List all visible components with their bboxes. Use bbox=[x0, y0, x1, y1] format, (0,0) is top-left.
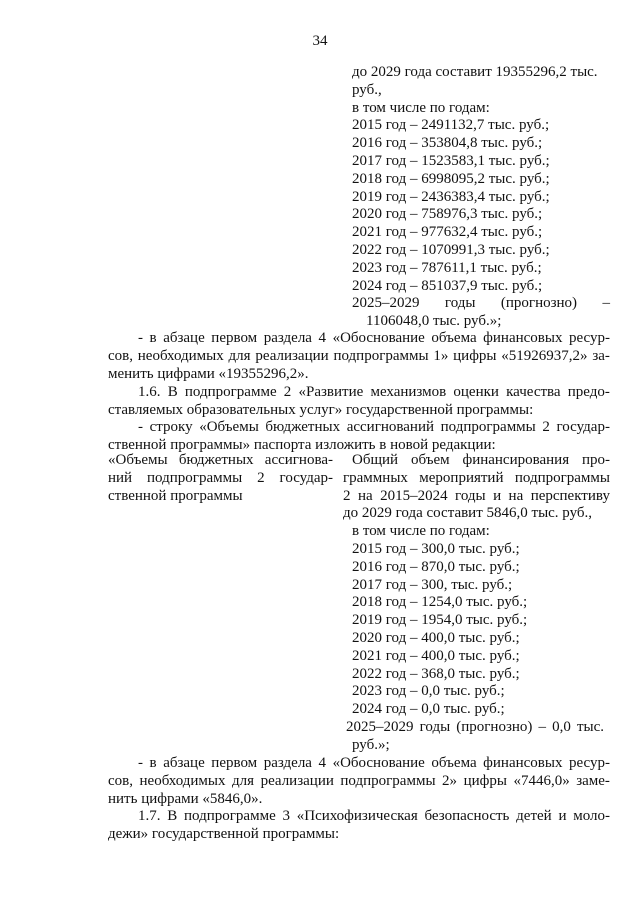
word: - bbox=[138, 755, 143, 771]
word: подпрограмме bbox=[184, 384, 277, 400]
year-amount-line: 2023 год – 787611,1 тыс. руб.; bbox=[352, 259, 542, 276]
word: реализации bbox=[260, 772, 334, 789]
word: детей bbox=[516, 808, 552, 824]
paragraph-line bbox=[108, 384, 610, 402]
word: 2025–2029 bbox=[346, 718, 414, 735]
label-line bbox=[108, 452, 333, 470]
word: реализации bbox=[255, 347, 329, 364]
word: бюджетных bbox=[265, 419, 341, 435]
word: годы bbox=[419, 718, 451, 735]
paragraph-line bbox=[108, 330, 610, 348]
word: - bbox=[138, 419, 143, 435]
word: для bbox=[232, 772, 255, 789]
word: объема bbox=[431, 330, 477, 346]
word: 3 bbox=[282, 808, 290, 824]
word: «Объемы bbox=[199, 419, 259, 435]
forecast-line bbox=[346, 719, 604, 737]
word: ресур- bbox=[569, 755, 610, 771]
by-years-label: в том числе по годам: bbox=[352, 523, 490, 540]
year-amount-line: 2017 год – 300, тыс. руб.; bbox=[352, 576, 513, 593]
word: В bbox=[167, 808, 178, 824]
word: 1.6. bbox=[138, 384, 161, 400]
word: перспективу bbox=[530, 487, 610, 504]
word: «51926937,2» bbox=[501, 347, 588, 364]
word: государ- bbox=[279, 469, 333, 486]
word: государ- bbox=[556, 419, 610, 435]
word: заме- bbox=[576, 772, 610, 789]
word: «Обоснование bbox=[332, 755, 425, 771]
paragraph-passport-edit bbox=[108, 419, 610, 455]
word: годы bbox=[455, 487, 486, 504]
year-amount-line: 2022 год – 1070991,3 тыс. руб.; bbox=[352, 241, 550, 258]
word: - bbox=[138, 330, 143, 346]
word: тыс. bbox=[576, 718, 604, 735]
year-amount-line: 2016 год – 353804,8 тыс. руб.; bbox=[352, 135, 543, 152]
value-line bbox=[343, 452, 610, 470]
financing-block-1 bbox=[352, 64, 610, 331]
year-amount-line: 2024 год – 851037,9 тыс. руб.; bbox=[352, 277, 543, 294]
year-amount-line: 2019 год – 2436383,4 тыс. руб.; bbox=[352, 188, 550, 205]
paragraph-amend-section4-sub1 bbox=[108, 330, 610, 383]
word: мероприятий bbox=[419, 469, 504, 486]
passport-row-label bbox=[108, 452, 333, 505]
word: первом bbox=[211, 330, 258, 346]
word: строку bbox=[149, 419, 193, 435]
paragraph-line bbox=[108, 348, 610, 366]
word: «Объемы bbox=[108, 452, 168, 468]
year-amount-line: 2016 год – 870,0 тыс. руб.; bbox=[352, 558, 520, 575]
word: подпрограммы bbox=[147, 469, 243, 486]
value-line bbox=[343, 470, 610, 488]
word: 2 bbox=[283, 384, 292, 400]
word: – bbox=[538, 718, 546, 735]
word: предо- bbox=[567, 384, 610, 400]
word: для bbox=[228, 347, 251, 364]
word: подпрограммы bbox=[514, 469, 610, 486]
word: абзаце bbox=[163, 755, 205, 771]
word: 2015–2024 bbox=[380, 487, 448, 504]
word: 2 bbox=[257, 469, 265, 486]
word: граммных bbox=[343, 469, 408, 486]
word: объем bbox=[410, 452, 450, 468]
label-line bbox=[108, 470, 333, 488]
paragraph-line bbox=[108, 773, 610, 791]
year-amount-line: 2021 год – 977632,4 тыс. руб.; bbox=[352, 224, 543, 241]
word: «Развитие bbox=[298, 384, 364, 400]
word: механизмов bbox=[370, 384, 447, 400]
year-list bbox=[352, 541, 610, 719]
paragraph-line: нить цифрами «5846,0». bbox=[108, 790, 263, 807]
year-amount-line: 2022 год – 368,0 тыс. руб.; bbox=[352, 665, 520, 682]
paragraph-line bbox=[108, 808, 610, 826]
word: и bbox=[493, 487, 502, 504]
year-list bbox=[352, 117, 610, 295]
year-amount-line: 2021 год – 400,0 тыс. руб.; bbox=[352, 647, 520, 664]
paragraph-subprogram-2 bbox=[108, 384, 610, 420]
word: сов, bbox=[108, 347, 133, 364]
year-amount-line: 2019 год – 1954,0 тыс. руб.; bbox=[352, 612, 528, 629]
paragraph-line: менить цифрами «19355296,2». bbox=[108, 365, 309, 382]
intro-line: до 2029 года составит 19355296,2 тыс. bbox=[352, 64, 598, 80]
by-years-label: в том числе по годам: bbox=[352, 99, 490, 116]
word: раздела bbox=[263, 755, 312, 771]
word: 2» bbox=[442, 772, 458, 789]
word: цифры bbox=[453, 347, 497, 364]
word: на bbox=[357, 487, 373, 504]
word: безопасность bbox=[424, 808, 510, 824]
word: необходимых bbox=[137, 347, 224, 364]
word: Общий bbox=[352, 452, 399, 468]
financing-block-2 bbox=[346, 541, 610, 755]
word: ний bbox=[108, 469, 133, 486]
word: про- bbox=[581, 452, 610, 468]
word: ресур- bbox=[569, 330, 610, 346]
word: за- bbox=[592, 347, 610, 364]
word: «Обоснование bbox=[332, 330, 425, 346]
word: бюджетных bbox=[178, 452, 254, 468]
intro-line: руб., bbox=[352, 81, 382, 98]
year-amount-line: 2020 год – 758976,3 тыс. руб.; bbox=[352, 206, 543, 223]
word: финансовых bbox=[483, 755, 563, 771]
page-number: 34 bbox=[312, 33, 328, 49]
passport-row-value bbox=[343, 452, 610, 541]
word: в bbox=[149, 755, 157, 771]
word: 0,0 bbox=[552, 718, 571, 735]
word: 4 bbox=[318, 755, 327, 771]
word: моло- bbox=[573, 808, 610, 824]
word: подпрограммы bbox=[440, 419, 536, 435]
year-amount-line: 2015 год – 2491132,7 тыс. руб.; bbox=[352, 117, 550, 134]
forecast-line: руб.»; bbox=[352, 736, 390, 753]
word: финансирования bbox=[462, 452, 570, 468]
value-line: до 2029 года составит 5846,0 тыс. руб., bbox=[343, 505, 593, 522]
paragraph-line: дежи» государственной программы: bbox=[108, 825, 340, 842]
word: 4 bbox=[318, 330, 327, 346]
word: на bbox=[508, 487, 524, 504]
word: ассигнований bbox=[346, 419, 435, 435]
word: в bbox=[149, 330, 157, 346]
word: (прогнозно) bbox=[456, 718, 533, 735]
word: ассигнова- bbox=[264, 452, 333, 468]
word: подпрограмме bbox=[184, 808, 276, 824]
year-amount-line: 2017 год – 1523583,1 тыс. руб.; bbox=[352, 152, 550, 169]
year-amount-line: 2018 год – 1254,0 тыс. руб.; bbox=[352, 594, 528, 611]
word: цифры bbox=[463, 772, 507, 789]
paragraph-subprogram-3 bbox=[108, 808, 610, 844]
year-amount-line: 2023 год – 0,0 тыс. руб.; bbox=[352, 683, 505, 700]
word: раздела bbox=[263, 330, 312, 346]
paragraph-line bbox=[108, 755, 610, 773]
year-amount-line: 2020 год – 400,0 тыс. руб.; bbox=[352, 629, 520, 646]
word: финансовых bbox=[483, 330, 563, 346]
word: В bbox=[167, 384, 178, 400]
word: «7446,0» bbox=[513, 772, 570, 789]
label-line: ственной программы bbox=[108, 487, 243, 504]
year-amount-line: 2015 год – 300,0 тыс. руб.; bbox=[352, 541, 520, 557]
forecast-line: 2025–2029 годы (прогнозно) – bbox=[352, 295, 610, 312]
paragraph-line: ственной программы» паспорта изложить в новой редакции: bbox=[108, 436, 496, 453]
word: оценки bbox=[453, 384, 499, 400]
year-amount-line: 2024 год – 0,0 тыс. руб.; bbox=[352, 701, 505, 718]
word: 2 bbox=[542, 419, 550, 435]
word: объема bbox=[431, 755, 477, 771]
word: и bbox=[558, 808, 567, 824]
word: 2 bbox=[343, 487, 351, 504]
word: первом bbox=[211, 755, 258, 771]
paragraph-line: ставляемых образовательных услуг» государственной программы: bbox=[108, 401, 534, 418]
word: качества bbox=[506, 384, 561, 400]
value-line bbox=[343, 488, 610, 506]
word: необходимых bbox=[139, 772, 226, 789]
paragraph-line bbox=[108, 419, 610, 437]
word: сов, bbox=[108, 772, 133, 789]
word: 1» bbox=[433, 347, 449, 364]
word: подпрограммы bbox=[333, 347, 429, 364]
word: подпрограммы bbox=[340, 772, 436, 789]
year-amount-line: 2018 год – 6998095,2 тыс. руб.; bbox=[352, 170, 550, 187]
word: 1.7. bbox=[138, 808, 161, 824]
paragraph-amend-section4-sub2 bbox=[108, 755, 610, 808]
forecast-line: 1106048,0 тыс. руб.»; bbox=[366, 313, 502, 330]
word: «Психофизическая bbox=[296, 808, 418, 824]
word: абзаце bbox=[163, 330, 205, 346]
